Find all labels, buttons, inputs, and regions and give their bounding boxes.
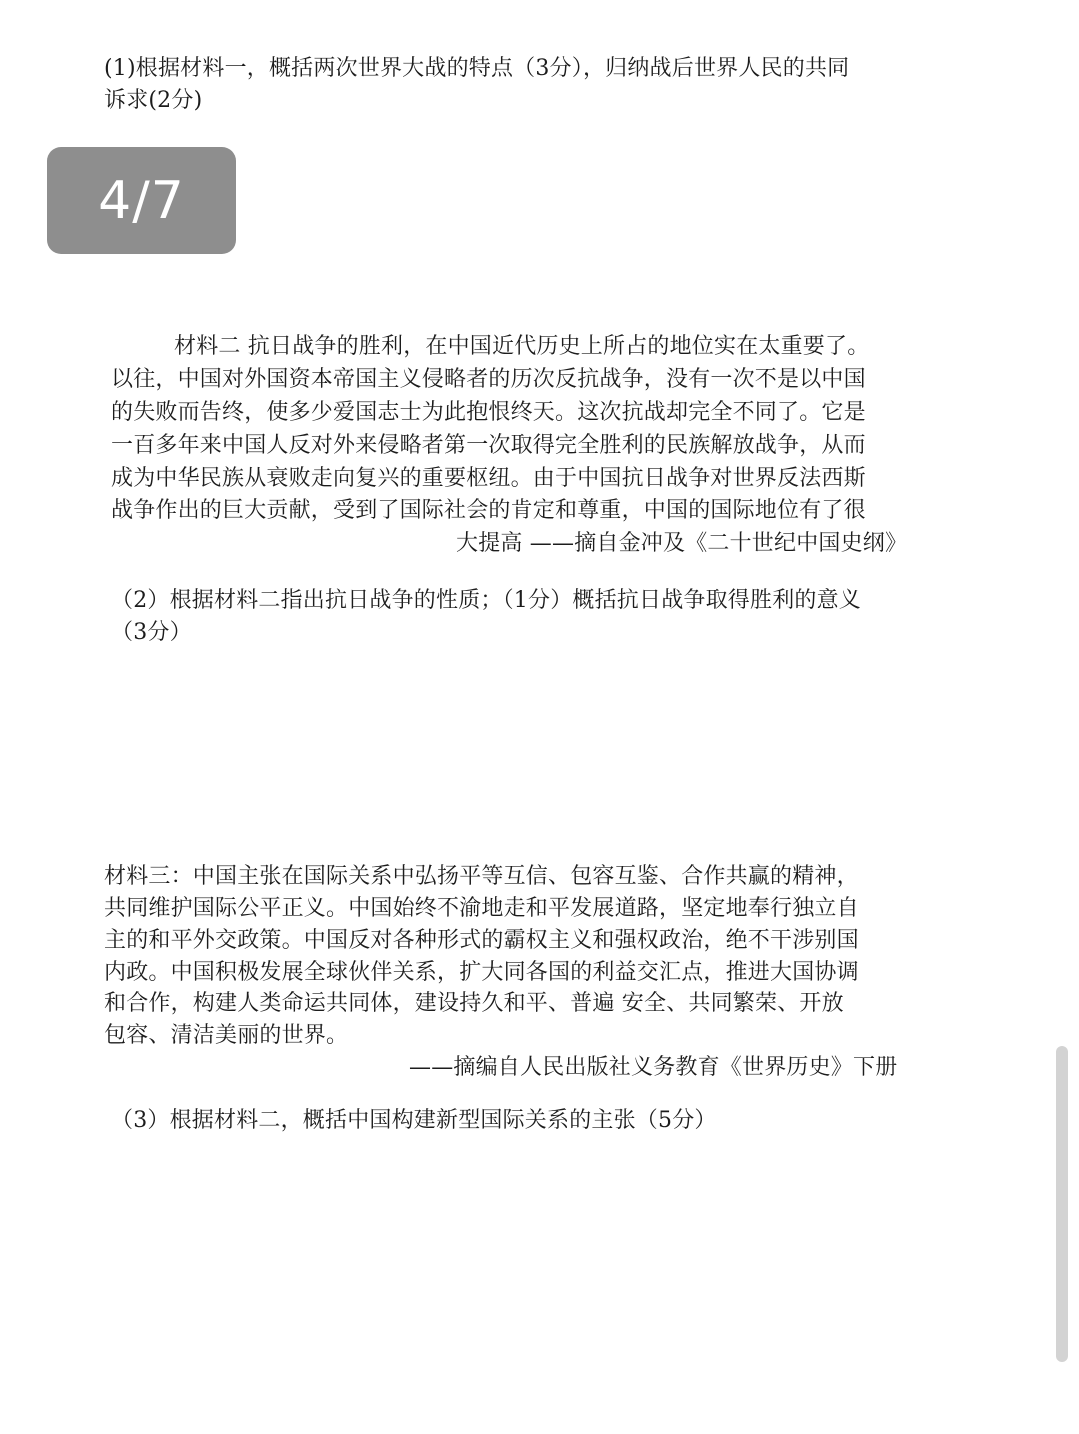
- question-2-line-2: （3分）: [111, 620, 192, 645]
- material-2-line: 以往，中国对外国资本帝国主义侵略者的历次反抗战争，没有一次不是以中国: [111, 367, 866, 392]
- question-3-line-1: （3）根据材料二，概括中国构建新型国际关系的主张（5分）: [111, 1108, 717, 1133]
- page-indicator-badge: [47, 147, 236, 254]
- question-1-line-1: (1)根据材料一，概括两次世界大战的特点（3分），归纳战后世界人民的共同: [104, 56, 850, 81]
- material-3-line: 和合作，构建人类命运共同体，建设持久和平、普遍 安全、共同繁荣、开放: [104, 991, 844, 1016]
- material-3-line: 共同维护国际公平正义。中国始终不渝地走和平发展道路，坚定地奉行独立自: [104, 896, 859, 921]
- material-3-line: 包容、清洁美丽的世界。: [104, 1023, 349, 1048]
- page-indicator-text: 4/7: [98, 170, 185, 231]
- material-3-source: ——摘编自人民出版社义务教育《世界历史》下册: [409, 1055, 898, 1080]
- material-2-line: 成为中华民族从衰败走向复兴的重要枢纽。由于中国抗日战争对世界反法西斯: [111, 466, 866, 491]
- question-1-line-2: 诉求(2分): [104, 88, 203, 113]
- material-3-line: 主的和平外交政策。中国反对各种形式的霸权主义和强权政治，绝不干涉别国: [104, 928, 859, 953]
- material-3-line: 材料三：中国主张在国际关系中弘扬平等互信、包容互鉴、合作共赢的精神，: [104, 864, 859, 889]
- material-3-line: 内政。中国积极发展全球伙伴关系，扩大同各国的利益交汇点，推进大国协调: [104, 960, 859, 985]
- material-2-line: 战争作出的巨大贡献，受到了国际社会的肯定和尊重，中国的国际地位有了很: [111, 498, 866, 523]
- question-2-line-1: （2）根据材料二指出抗日战争的性质；（1分）概括抗日战争取得胜利的意义: [111, 588, 861, 613]
- material-2-source-line: 大提高 ——摘自金冲及《二十世纪中国史纲》: [456, 531, 908, 556]
- material-2-line: 一百多年来中国人反对外来侵略者第一次取得完全胜利的民族解放战争，从而: [111, 433, 866, 458]
- material-2-line: 的失败而告终，使多少爱国志士为此抱恨终天。这次抗战却完全不同了。它是: [111, 400, 866, 425]
- material-2-line: 材料二 抗日战争的胜利，在中国近代历史上所占的地位实在太重要了。: [174, 334, 870, 359]
- scrollbar-thumb[interactable]: [1056, 1046, 1068, 1362]
